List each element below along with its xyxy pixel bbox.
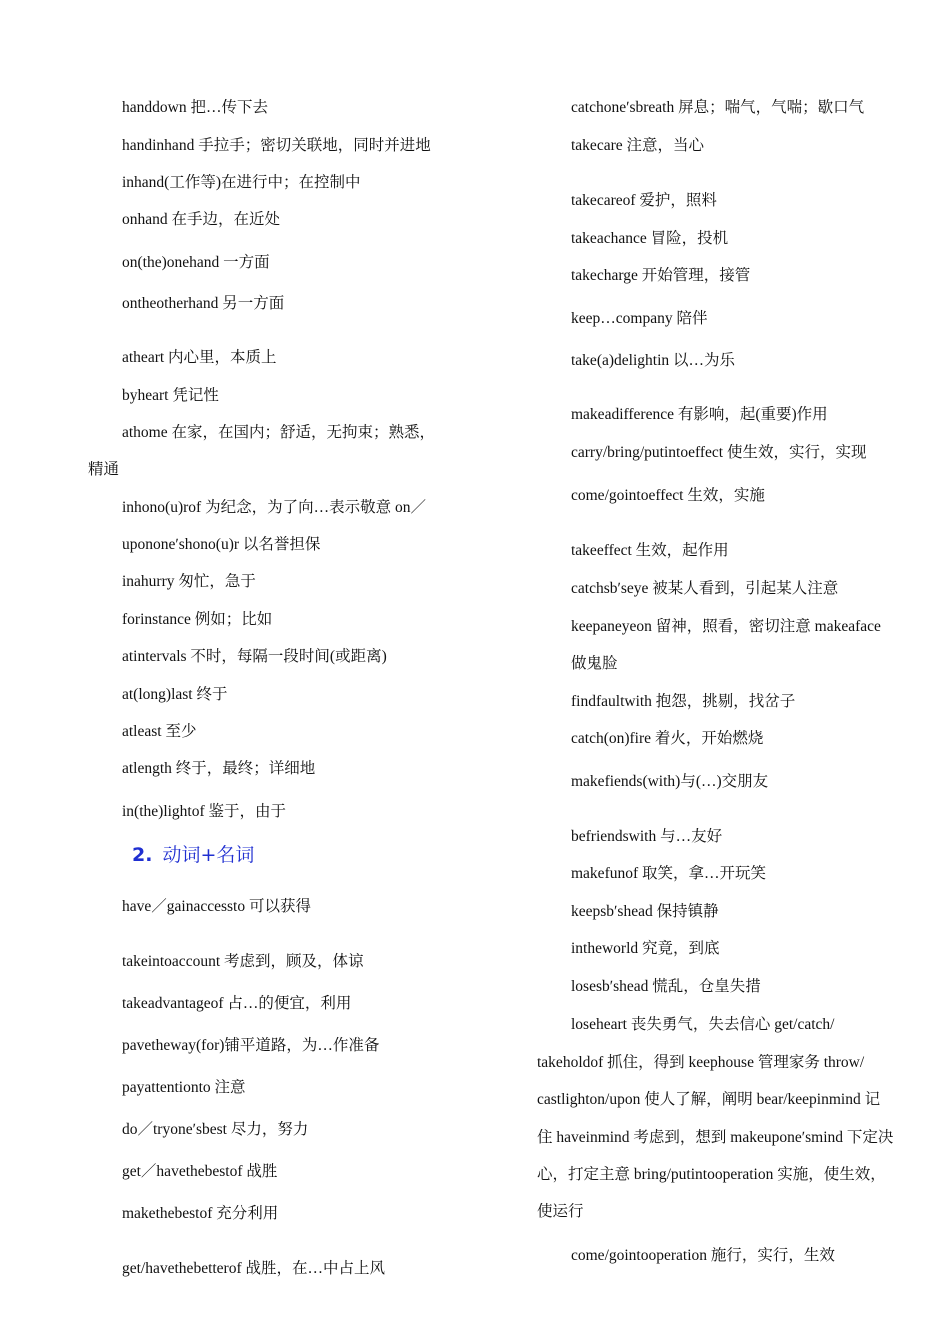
- phrase-entry: catchsbʹseye 被某人看到，引起某人注意: [571, 580, 839, 597]
- phrase-entry: byheart 凭记性: [122, 387, 219, 404]
- phrase-entry: at(long)last 终于: [122, 686, 228, 703]
- section-number: 2.: [132, 844, 153, 866]
- phrase-entry: keepaneyeon 留神，照看，密切注意 makeaface: [571, 618, 881, 635]
- phrase-entry: makeadifference 有影响，起(重要)作用: [571, 406, 828, 423]
- phrase-entry-continuation: 精通: [88, 461, 120, 478]
- phrase-entry: payattentionto 注意: [122, 1079, 246, 1096]
- phrase-entry: makefiends(with)与(…)交朋友: [571, 773, 769, 790]
- phrase-entry: losesbʹshead 慌乱，仓皇失措: [571, 978, 761, 995]
- phrase-entry: catchoneʹsbreath 屏息；喘气，气喘；歇口气: [571, 99, 865, 116]
- phrase-entry: takeachance 冒险，投机: [571, 230, 729, 247]
- phrase-entry: come/gointooperation 施行，实行，生效: [571, 1247, 835, 1264]
- phrase-entry: get／havethebestof 战胜: [122, 1163, 278, 1180]
- phrase-entry: takecharge 开始管理，接管: [571, 267, 751, 284]
- phrase-entry: athome 在家，在国内；舒适，无拘束；熟悉，: [122, 424, 435, 441]
- phrase-entry: catch(on)fire 着火，开始燃烧: [571, 730, 764, 747]
- phrase-entry: makefunof 取笑，拿…开玩笑: [571, 865, 767, 882]
- phrase-entry-continuation: castlighton/upon 使人了解，阐明 bear/keepinmind 记: [537, 1091, 881, 1108]
- phrase-entry: atlength 终于，最终；详细地: [122, 760, 316, 777]
- phrase-entry: take(a)delightin 以…为乐: [571, 352, 735, 369]
- phrase-entry: befriendswith 与…友好: [571, 828, 723, 845]
- phrase-entry: upononeʹshono(u)r 以名誉担保: [122, 536, 321, 553]
- phrase-entry: forinstance 例如；比如: [122, 611, 273, 628]
- phrase-entry: ontheotherhand 另一方面: [122, 295, 285, 312]
- phrase-entry-continuation: 做鬼脸: [571, 655, 618, 672]
- phrase-entry: keepsbʹshead 保持镇静: [571, 903, 719, 920]
- phrase-entry: takeintoaccount 考虑到，顾及，体谅: [122, 953, 364, 970]
- phrase-entry: intheworld 究竟，到底: [571, 940, 720, 957]
- phrase-entry: findfaultwith 抱怨，挑剔，找岔子: [571, 693, 796, 710]
- phrase-entry: in(the)lightof 鉴于，由于: [122, 803, 287, 820]
- phrase-entry: keep…company 陪伴: [571, 310, 708, 327]
- phrase-entry: on(the)onehand 一方面: [122, 254, 270, 271]
- phrase-entry: inhono(u)rof 为纪念，为了向…表示敬意 on／: [122, 499, 426, 516]
- phrase-entry: do／tryoneʹsbest 尽力，努力: [122, 1121, 309, 1138]
- phrase-entry: takecareof 爱护，照料: [571, 192, 717, 209]
- phrase-entry: atheart 内心里，本质上: [122, 349, 277, 366]
- phrase-entry-continuation: 使运行: [537, 1203, 584, 1220]
- phrase-entry: get/havethebetterof 战胜，在…中占上风: [122, 1260, 386, 1277]
- phrase-entry: inahurry 匆忙，急于: [122, 573, 256, 590]
- phrase-entry: atleast 至少: [122, 723, 197, 740]
- phrase-entry-continuation: 心，打定主意 bring/putintooperation 实施，使生效，: [537, 1166, 886, 1183]
- section-heading: [132, 843, 254, 867]
- phrase-entry: takeadvantageof 占…的便宜，利用: [122, 995, 352, 1012]
- phrase-entry: handdown 把…传下去: [122, 99, 268, 116]
- phrase-entry: makethebestof 充分利用: [122, 1205, 279, 1222]
- section-title: 动词+名词: [162, 844, 255, 866]
- phrase-entry: loseheart 丧失勇气，失去信心 get/catch/: [571, 1016, 835, 1033]
- phrase-entry: atintervals 不时，每隔一段时间(或距离): [122, 648, 387, 665]
- phrase-entry: have／gainaccessto 可以获得: [122, 898, 311, 915]
- phrase-entry-continuation: takeholdof 抓住，得到 keephouse 管理家务 throw/: [537, 1054, 865, 1071]
- phrase-entry: inhand(工作等)在进行中；在控制中: [122, 174, 361, 191]
- phrase-entry: carry/bring/putintoeffect 使生效，实行，实现: [571, 444, 867, 461]
- phrase-entry-continuation: 住 haveinmind 考虑到，想到 makeuponeʹsmind 下定决: [537, 1129, 894, 1146]
- phrase-entry: come/gointoeffect 生效，实施: [571, 487, 765, 504]
- phrase-entry: takecare 注意，当心: [571, 137, 704, 154]
- phrase-entry: pavetheway(for)铺平道路，为…作准备: [122, 1037, 380, 1054]
- phrase-entry: takeeffect 生效，起作用: [571, 542, 729, 559]
- phrase-entry: handinhand 手拉手；密切关联地，同时并进地: [122, 137, 431, 154]
- phrase-entry: onhand 在手边，在近处: [122, 211, 281, 228]
